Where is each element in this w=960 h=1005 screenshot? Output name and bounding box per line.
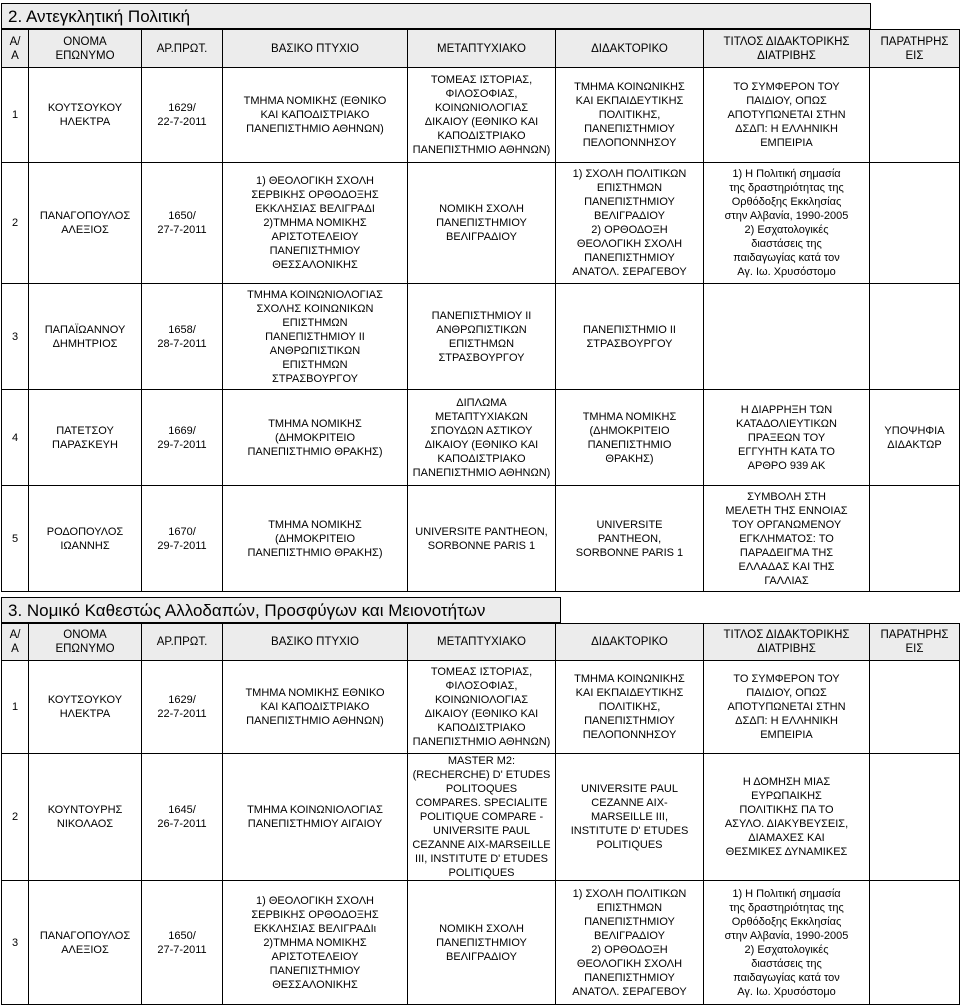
col-header: ΔΙΔΑΚΤΟΡΙΚΟ: [556, 30, 704, 68]
cell-name: ΠΑΠΑΪΩΑΝΝΟΥ ΔΗΜΗΤΡΙΟΣ: [29, 284, 142, 390]
cell-aa: 3: [2, 284, 29, 390]
cell-degree: 1) ΘΕΟΛΟΓΙΚΗ ΣΧΟΛΗ ΣΕΡΒΙΚΗΣ ΟΡΘΟΔΟΞΗΣ ΕΚΚΛΗΣΙΑΣ ΒΕΛΙΓΡΑΔΙ 2)ΤΜΗΜΑ ΝΟΜΙΚΗΣ ΑΡΙΣΤΟΤΕΛΕΙΟΥ ΠΑΝΕΠΙΣΤΗΜΙΟΥ ΘΕΣΣΑΛΟΝΙΚΗΣ: [223, 163, 408, 284]
cell-remarks: [870, 68, 960, 163]
cell-name: ΚΟΥΤΣΟΥΚΟΥ ΗΛΕΚΤΡΑ: [29, 661, 142, 754]
cell-degree: ΤΜΗΜΑ ΝΟΜΙΚΗΣ (ΔΗΜΟΚΡΙΤΕΙΟ ΠΑΝΕΠΙΣΤΗΜΙΟ ΘΡΑΚΗΣ): [223, 486, 408, 592]
cell-remarks: [870, 163, 960, 284]
section-title: 3. Νομικό Καθεστώς Αλλοδαπών, Προσφύγων και Μειονοτήτων: [1, 597, 561, 623]
cell-masters: UNIVERSITE PANTHEON, SORBONNE PARIS 1: [408, 486, 556, 592]
col-header: Α/ Α: [2, 624, 29, 661]
cell-doctorate: 1) ΣΧΟΛΗ ΠΟΛΙΤΙΚΩΝ ΕΠΙΣΤΗΜΩΝ ΠΑΝΕΠΙΣΤΗΜΙΟΥ ΒΕΛΙΓΡΑΔΙΟΥ 2) ΟΡΘΟΔΟΞΗ ΘΕΟΛΟΓΙΚΗ ΣΧΟΛΗ ΠΑΝΕΠΙΣΤΗΜΙΟΥ ΑΝΑΤΟΛ. ΣΕΡΑΓΕΒΟΥ: [556, 881, 704, 1005]
cell-degree: ΤΜΗΜΑ ΝΟΜΙΚΗΣ ΕΘΝΙΚΟ ΚΑΙ ΚΑΠΟΔΙΣΤΡΙΑΚΟ ΠΑΝΕΠΙΣΤΗΜΙΟ ΑΘΗΝΩΝ): [223, 661, 408, 754]
cell-remarks: ΥΠΟΨΗΦΙΑ ΔΙΔΑΚΤΩΡ: [870, 390, 960, 486]
cell-protocol: 1658/ 28-7-2011: [142, 284, 223, 390]
cell-aa: 2: [2, 754, 29, 881]
col-header: ΟΝΟΜΑ ΕΠΩΝΥΜΟ: [29, 30, 142, 68]
cell-thesis-title: ΣΥΜΒΟΛΗ ΣΤΗ ΜΕΛΕΤΗ ΤΗΣ ΕΝΝΟΙΑΣ ΤΟΥ ΟΡΓΑΝΩΜΕΝΟΥ ΕΓΚΛΗΜΑΤΟΣ: ΤΟ ΠΑΡΑΔΕΙΓΜΑ ΤΗΣ ΕΛΛΑΔΑΣ ΚΑΙ ΤΗΣ ΓΑΛΛΙΑΣ: [704, 486, 870, 592]
cell-protocol: 1669/ 29-7-2011: [142, 390, 223, 486]
col-header: ΔΙΔΑΚΤΟΡΙΚΟ: [556, 624, 704, 661]
table-row: [2, 486, 960, 592]
cell-masters: MASTER M2: (RECHERCHE) D' ETUDES POLITOQUES COMPARES. SPECIALITE POLITIQUE COMPARE - UNIVERSITE PAUL CEZANNE AIX-MARSEILLE III, INSTITUTE D' ETUDES POLITIQUES: [408, 754, 556, 881]
cell-masters: ΔΙΠΛΩΜΑ ΜΕΤΑΠΤΥΧΙΑΚΩΝ ΣΠΟΥΔΩΝ ΑΣΤΙΚΟΥ ΔΙΚΑΙΟΥ (ΕΘΝΙΚΟ ΚΑΙ ΚΑΠΟΔΙΣΤΡΙΑΚΟ ΠΑΝΕΠΙΣΤΗΜΙΟ ΑΘΗΝΩΝ): [408, 390, 556, 486]
section-title: 2. Αντεγκλητική Πολιτική: [1, 3, 871, 29]
col-header: ΠΑΡΑΤΗΡΗΣ ΕΙΣ: [870, 624, 960, 661]
cell-name: ΚΟΥΤΣΟΥΚΟΥ ΗΛΕΚΤΡΑ: [29, 68, 142, 163]
cell-remarks: [870, 754, 960, 881]
cell-degree: ΤΜΗΜΑ ΚΟΙΝΩΝΙΟΛΟΓΙΑΣ ΠΑΝΕΠΙΣΤΗΜΙΟΥ ΑΙΓΑΙΟΥ: [223, 754, 408, 881]
cell-remarks: [870, 486, 960, 592]
cell-aa: 2: [2, 163, 29, 284]
cell-degree: ΤΜΗΜΑ ΚΟΙΝΩΝΙΟΛΟΓΙΑΣ ΣΧΟΛΗΣ ΚΟΙΝΩΝΙΚΩΝ ΕΠΙΣΤΗΜΩΝ ΠΑΝΕΠΙΣΤΗΜΙΟΥ ΙΙ ΑΝΘΡΩΠΙΣΤΙΚΩΝ ΕΠΙΣΤΗΜΩΝ ΣΤΡΑΣΒΟΥΡΓΟΥ: [223, 284, 408, 390]
cell-protocol: 1650/ 27-7-2011: [142, 163, 223, 284]
cell-protocol: 1670/ 29-7-2011: [142, 486, 223, 592]
cell-protocol: 1629/ 22-7-2011: [142, 68, 223, 163]
cell-thesis-title: ΤΟ ΣΥΜΦΕΡΟΝ ΤΟΥ ΠΑΙΔΙΟΥ, ΟΠΩΣ ΑΠΟΤΥΠΩΝΕΤΑΙ ΣΤΗΝ ΔΣΔΠ: Η ΕΛΛΗΝΙΚΗ ΕΜΠΕΙΡΙΑ: [704, 68, 870, 163]
table-row: [2, 284, 960, 390]
cell-aa: 3: [2, 881, 29, 1005]
cell-doctorate: 1) ΣΧΟΛΗ ΠΟΛΙΤΙΚΩΝ ΕΠΙΣΤΗΜΩΝ ΠΑΝΕΠΙΣΤΗΜΙΟΥ ΒΕΛΙΓΡΑΔΙΟΥ 2) ΟΡΘΟΔΟΞΗ ΘΕΟΛΟΓΙΚΗ ΣΧΟΛΗ ΠΑΝΕΠΙΣΤΗΜΙΟΥ ΑΝΑΤΟΛ. ΣΕΡΑΓΕΒΟΥ: [556, 163, 704, 284]
cell-thesis-title: Η ΔΟΜΗΣΗ ΜΙΑΣ ΕΥΡΩΠΑΙΚΗΣ ΠΟΛΙΤΙΚΗΣ ΠΑ ΤΟ ΑΣΥΛΟ. ΔΙΑΚΥΒΕΥΣΕΙΣ, ΔΙΑΜΑΧΕΣ ΚΑΙ ΘΕΣΜΙΚΕΣ ΔΥΝΑΜΙΚΕΣ: [704, 754, 870, 881]
cell-protocol: 1645/ 26-7-2011: [142, 754, 223, 881]
cell-name: ΡΟΔΟΠΟΥΛΟΣ ΙΩΑΝΝΗΣ: [29, 486, 142, 592]
cell-name: ΠΑΤΕΤΣΟΥ ΠΑΡΑΣΚΕΥΗ: [29, 390, 142, 486]
table-row: [2, 68, 960, 163]
col-header: ΤΙΤΛΟΣ ΔΙΔΑΚΤΟΡΙΚΗΣ ΔΙΑΤΡΙΒΗΣ: [704, 624, 870, 661]
cell-thesis-title: Η ΔΙΑΡΡΗΞΗ ΤΩΝ ΚΑΤΑΔΟΛΙΕΥΤΙΚΩΝ ΠΡΑΞΕΩΝ ΤΟΥ ΕΓΓΥΗΤΗ ΚΑΤΑ ΤΟ ΑΡΘΡΟ 939 ΑΚ: [704, 390, 870, 486]
cell-remarks: [870, 661, 960, 754]
section-nomiko-kathestos: [1, 597, 960, 1005]
cell-thesis-title: ΤΟ ΣΥΜΦΕΡΟΝ ΤΟΥ ΠΑΙΔΙΟΥ, ΟΠΩΣ ΑΠΟΤΥΠΩΝΕΤΑΙ ΣΤΗΝ ΔΣΔΠ: Η ΕΛΛΗΝΙΚΗ ΕΜΠΕΙΡΙΑ: [704, 661, 870, 754]
candidates-table: [1, 623, 960, 1005]
cell-doctorate: ΤΜΗΜΑ ΚΟΙΝΩΝΙΚΗΣ ΚΑΙ ΕΚΠΑΙΔΕΥΤΙΚΗΣ ΠΟΛΙΤΙΚΗΣ, ΠΑΝΕΠΙΣΤΗΜΙΟΥ ΠΕΛΟΠΟΝΝΗΣΟΥ: [556, 661, 704, 754]
col-header: Α/ Α: [2, 30, 29, 68]
col-header: ΑΡ.ΠΡΩΤ.: [142, 30, 223, 68]
col-header: ΜΕΤΑΠΤΥΧΙΑΚΟ: [408, 624, 556, 661]
cell-name: ΚΟΥΝΤΟΥΡΗΣ ΝΙΚΟΛΑΟΣ: [29, 754, 142, 881]
table-row: [2, 163, 960, 284]
cell-doctorate: ΠΑΝΕΠΙΣΤΗΜΙΟ ΙΙ ΣΤΡΑΣΒΟΥΡΓΟΥ: [556, 284, 704, 390]
cell-masters: ΤΟΜΕΑΣ ΙΣΤΟΡΙΑΣ, ΦΙΛΟΣΟΦΙΑΣ, ΚΟΙΝΩΝΙΟΛΟΓΙΑΣ ΔΙΚΑΙΟΥ (ΕΘΝΙΚΟ ΚΑΙ ΚΑΠΟΔΙΣΤΡΙΑΚΟ ΠΑΝΕΠΙΣΤΗΜΙΟ ΑΘΗΝΩΝ): [408, 661, 556, 754]
cell-degree: ΤΜΗΜΑ ΝΟΜΙΚΗΣ (ΔΗΜΟΚΡΙΤΕΙΟ ΠΑΝΕΠΙΣΤΗΜΙΟ ΘΡΑΚΗΣ): [223, 390, 408, 486]
cell-masters: ΠΑΝΕΠΙΣΤΗΜΙΟΥ ΙΙ ΑΝΘΡΩΠΙΣΤΙΚΩΝ ΕΠΙΣΤΗΜΩΝ ΣΤΡΑΣΒΟΥΡΓΟΥ: [408, 284, 556, 390]
table-header-row: [2, 30, 960, 68]
cell-doctorate: ΤΜΗΜΑ ΝΟΜΙΚΗΣ (ΔΗΜΟΚΡΙΤΕΙΟ ΠΑΝΕΠΙΣΤΗΜΙΟ ΘΡΑΚΗΣ): [556, 390, 704, 486]
table-row: [2, 754, 960, 881]
col-header: ΒΑΣΙΚΟ ΠΤΥΧΙΟ: [223, 624, 408, 661]
cell-name: ΠΑΝΑΓΟΠΟΥΛΟΣ ΑΛΕΞΙΟΣ: [29, 881, 142, 1005]
cell-masters: ΤΟΜΕΑΣ ΙΣΤΟΡΙΑΣ, ΦΙΛΟΣΟΦΙΑΣ, ΚΟΙΝΩΝΙΟΛΟΓΙΑΣ ΔΙΚΑΙΟΥ (ΕΘΝΙΚΟ ΚΑΙ ΚΑΠΟΔΙΣΤΡΙΑΚΟ ΠΑΝΕΠΙΣΤΗΜΙΟ ΑΘΗΝΩΝ): [408, 68, 556, 163]
cell-aa: 1: [2, 661, 29, 754]
cell-thesis-title: 1) Η Πολιτική σημασία της δραστηριότητας της Ορθόδοξης Εκκλησίας στην Αλβανία, 1990-2005 2) Εσχατολογικές διαστάσεις της παιδαγωγίας κατά τον Αγ. Ιω. Χρυσόστομο: [704, 881, 870, 1005]
col-header: ΤΙΤΛΟΣ ΔΙΔΑΚΤΟΡΙΚΗΣ ΔΙΑΤΡΙΒΗΣ: [704, 30, 870, 68]
cell-degree: 1) ΘΕΟΛΟΓΙΚΗ ΣΧΟΛΗ ΣΕΡΒΙΚΗΣ ΟΡΘΟΔΟΞΗΣ ΕΚΚΛΗΣΙΑΣ ΒΕΛΙΓΡΑΔΙι 2)ΤΜΗΜΑ ΝΟΜΙΚΗΣ ΑΡΙΣΤΟΤΕΛΕΙΟΥ ΠΑΝΕΠΙΣΤΗΜΙΟΥ ΘΕΣΣΑΛΟΝΙΚΗΣ: [223, 881, 408, 1005]
cell-doctorate: UNIVERSITE PANTHEON, SORBONNE PARIS 1: [556, 486, 704, 592]
col-header: ΜΕΤΑΠΤΥΧΙΑΚΟ: [408, 30, 556, 68]
cell-degree: ΤΜΗΜΑ ΝΟΜΙΚΗΣ (ΕΘΝΙΚΟ ΚΑΙ ΚΑΠΟΔΙΣΤΡΙΑΚΟ ΠΑΝΕΠΙΣΤΗΜΙΟ ΑΘΗΝΩΝ): [223, 68, 408, 163]
cell-remarks: [870, 284, 960, 390]
cell-masters: ΝΟΜΙΚΗ ΣΧΟΛΗ ΠΑΝΕΠΙΣΤΗΜΙΟΥ ΒΕΛΙΓΡΑΔΙΟΥ: [408, 881, 556, 1005]
table-row: [2, 881, 960, 1005]
cell-masters: ΝΟΜΙΚΗ ΣΧΟΛΗ ΠΑΝΕΠΙΣΤΗΜΙΟΥ ΒΕΛΙΓΡΑΔΙΟΥ: [408, 163, 556, 284]
cell-name: ΠΑΝΑΓΟΠΟΥΛΟΣ ΑΛΕΞΙΟΣ: [29, 163, 142, 284]
cell-remarks: [870, 881, 960, 1005]
col-header: ΠΑΡΑΤΗΡΗΣ ΕΙΣ: [870, 30, 960, 68]
table-header-row: [2, 624, 960, 661]
col-header: ΑΡ.ΠΡΩΤ.: [142, 624, 223, 661]
section-antegklitiki: [1, 3, 960, 592]
cell-protocol: 1629/ 22-7-2011: [142, 661, 223, 754]
table-row: [2, 390, 960, 486]
cell-doctorate: UNIVERSITE PAUL CEZANNE AIX- MARSEILLE III, INSTITUTE D' ETUDES POLITIQUES: [556, 754, 704, 881]
cell-aa: 5: [2, 486, 29, 592]
cell-protocol: 1650/ 27-7-2011: [142, 881, 223, 1005]
candidates-table: [1, 29, 960, 592]
cell-doctorate: ΤΜΗΜΑ ΚΟΙΝΩΝΙΚΗΣ ΚΑΙ ΕΚΠΑΙΔΕΥΤΙΚΗΣ ΠΟΛΙΤΙΚΗΣ, ΠΑΝΕΠΙΣΤΗΜΙΟΥ ΠΕΛΟΠΟΝΝΗΣΟΥ: [556, 68, 704, 163]
col-header: ΟΝΟΜΑ ΕΠΩΝΥΜΟ: [29, 624, 142, 661]
cell-aa: 1: [2, 68, 29, 163]
col-header: ΒΑΣΙΚΟ ΠΤΥΧΙΟ: [223, 30, 408, 68]
cell-thesis-title: [704, 284, 870, 390]
table-row: [2, 661, 960, 754]
cell-aa: 4: [2, 390, 29, 486]
cell-thesis-title: 1) Η Πολιτική σημασία της δραστηριότητας της Ορθόδοξης Εκκλησίας στην Αλβανία, 1990-2005 2) Εσχατολογικές διαστάσεις της παιδαγωγίας κατά τον Αγ. Ιω. Χρυσόστομο: [704, 163, 870, 284]
